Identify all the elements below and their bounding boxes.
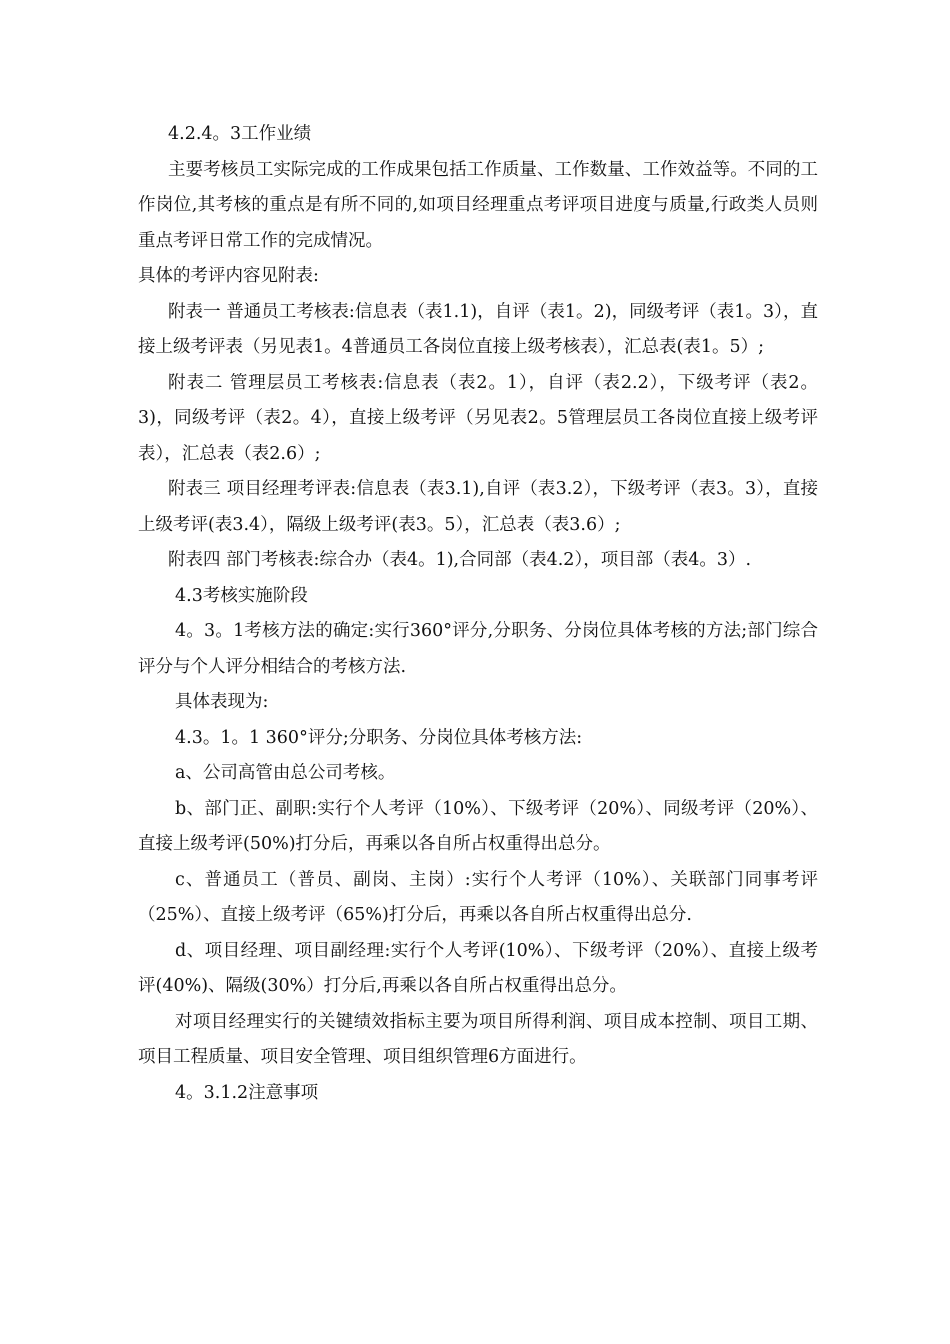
paragraph-appendix-2: 附表二 管理层员工考核表:信息表（表2。1），自评（表2.2），下级考评（表2。3)，同级考评（表2。4），直接上级考评（另见表2。5管理层员工各岗位直接上级考评表），汇总表（表2.6）;	[138, 372, 818, 464]
paragraph-appendix-1: 附表一 普通员工考核表:信息表（表1.1)，自评（表1。2)，同级考评（表1。3），直接上级考评表（另见表1。4普通员工各岗位直接上级考核表），汇总表(表1。5）;	[138, 301, 818, 357]
list-item-c: c、普通员工（普员、副岗、主岗）:实行个人考评（10%）、关联部门同事考评（25%）、直接上级考评（65%)打分后，再乘以各自所占权重得出总分.	[138, 869, 818, 925]
paragraph-work-results: 主要考核员工实际完成的工作成果包括工作质量、工作数量、工作效益等。不同的工作岗位,其考核的重点是有所不同的,如项目经理重点考评项目进度与质量,行政类人员则重点考评日常工作的完成情况。	[138, 159, 818, 251]
paragraph-4-3-1: 4。3。1考核方法的确定:实行360°评分,分职务、分岗位具体考核的方法;部门综合评分与个人评分相结合的考核方法.	[138, 621, 818, 677]
list-item-a: a、公司高管由总公司考核。	[175, 763, 396, 783]
section-heading-4-2-4-3: 4.2.4。3工作业绩	[168, 124, 312, 144]
section-heading-4-3: 4.3考核实施阶段	[175, 585, 308, 606]
section-heading-4-3-1-2: 4。3.1.2注意事项	[175, 1082, 319, 1103]
paragraph-4-3-1-1: 4.3。1。1 360°评分;分职务、分岗位具体考核方法:	[175, 727, 583, 748]
paragraph-appendix-3: 附表三 项目经理考评表:信息表（表3.1),自评（表3.2），下级考评（表3。3），直接上级考评(表3.4），隔级上级考评(表3。5），汇总表（表3.6）;	[138, 479, 818, 535]
list-item-d: d、项目经理、项目副经理:实行个人考评(10%）、下级考评（20%）、直接上级考评(40%)、隔级(30%）打分后,再乘以各自所占权重得出总分。	[138, 940, 818, 996]
paragraph-kpi: 对项目经理实行的关键绩效指标主要为项目所得利润、项目成本控制、项目工期、项目工程质量、项目安全管理、项目组织管理6方面进行。	[138, 1011, 818, 1067]
paragraph-specific: 具体表现为:	[175, 692, 269, 712]
paragraph-appendix-4: 附表四 部门考核表:综合办（表4。1),合同部（表4.2），项目部（表4。3）.	[168, 550, 752, 570]
paragraph-detail-intro: 具体的考评内容见附表:	[138, 266, 319, 286]
document-page	[138, 117, 818, 1111]
list-item-b: b、部门正、副职:实行个人考评（10%）、下级考评（20%）、同级考评（20%）、直接上级考评(50%)打分后，再乘以各自所占权重得出总分。	[138, 798, 818, 854]
